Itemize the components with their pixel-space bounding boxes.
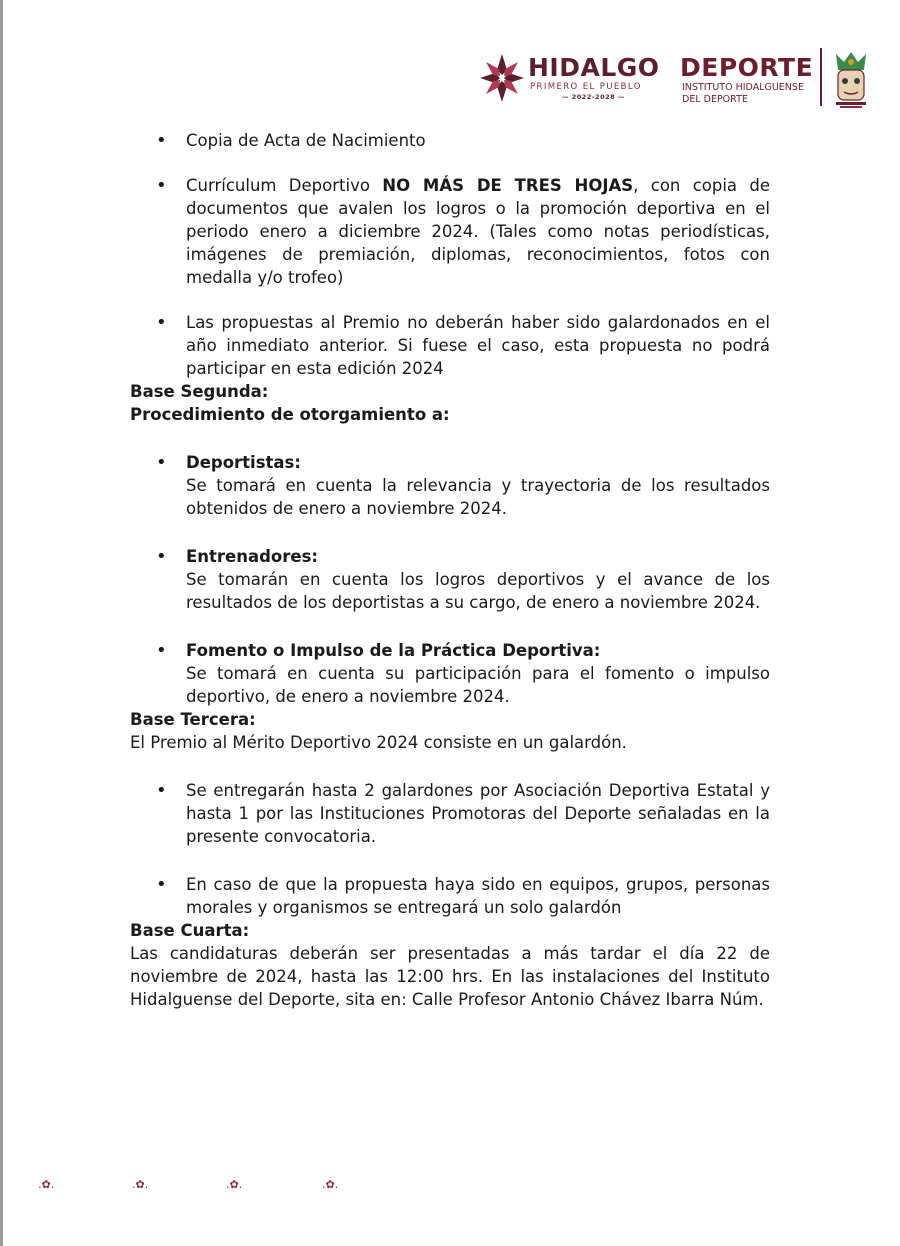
procedure-title: • Entrenadores: [186,547,319,566]
deporte-wordmark [680,54,813,106]
requirement-birth-certificate: Copia de Acta de Nacimiento [186,131,426,150]
requirement-previous-award: Las propuestas al Premio no deberán haber sido galardonados en el año inmediato anterior. Si fuese el caso, esta propuesta no podrá participar en esta edición 2024 [186,313,770,378]
hidalgo-star-logo-icon [480,50,524,106]
hidalgo-wordmark [528,54,660,102]
list-item [130,639,770,708]
footer-mark: .✿. [226,1178,243,1191]
letterhead [480,46,880,118]
deporte-sub-line1: INSTITUTO HIDALGUENSE [682,82,804,93]
list-item [130,779,770,848]
institute-mascot-seal-icon [830,48,872,110]
footer-mark: .✿. [322,1178,339,1191]
list-item [130,873,770,919]
award-rule: Se entregarán hasta 2 galardones por Asociación Deportiva Estatal y hasta 1 por las Instituciones Promotoras del Deporte señaladas en la presente convocatoria. [186,781,770,846]
hidalgo-slogan: PRIMERO EL PUEBLO [530,82,642,92]
deporte-name: DEPORTE [680,53,814,82]
award-list [130,779,770,919]
list-item [130,174,770,289]
list-item [130,129,770,152]
list-item [130,451,770,520]
requirements-list [130,129,770,380]
award-rule: En caso de que la propuesta haya sido en equipos, grupos, personas morales y organismos se entregará un solo galardón [186,875,770,917]
base-cuarta-text: Las candidaturas deberán ser presentadas a más tardar el día 22 de noviembre de 2024, hasta las 12:00 hrs. En las instalaciones del Instituto Hidalguense del Deporte, sita en: Calle Profesor Antonio Chávez Ibarra Núm. [130,944,770,1009]
procedure-text: Se tomarán en cuenta los logros deportivos y el avance de los resultados de los deportistas a su cargo, de enero a noviembre 2024. [186,570,770,612]
procedure-title: • Fomento o Impulso de la Práctica Deportiva: [186,641,601,660]
hidalgo-name: HIDALGO [528,53,660,82]
footer-mark: .✿. [38,1178,55,1191]
document-body [130,126,770,1011]
base-segunda-heading: Base Segunda: [130,382,269,401]
procedure-text: Se tomará en cuenta la relevancia y trayectoria de los resultados obtenidos de enero a noviembre 2024. [186,476,770,518]
requirement-cv-bold: NO MÁS DE TRES HOJAS [382,176,634,195]
requirement-cv-pre: Currículum Deportivo [186,176,383,195]
deporte-sub-line2: DEL DEPORTE [682,94,748,105]
list-item [130,545,770,614]
requirement-cv-post: , con copia de documentos que avalen los logros o la promoción deportiva en el periodo enero a diciembre 2024. (Tales como notas periodísticas, imágenes de premiación, diplomas, reconocimientos, fotos con medalla y/o trofeo) [186,176,770,287]
procedimiento-heading: Procedimiento de otorgamiento a: [130,405,450,424]
base-tercera-intro: El Premio al Mérito Deportivo 2024 consiste en un galardón. [130,733,627,752]
procedure-list [130,451,770,708]
base-cuarta-heading: Base Cuarta: [130,921,250,940]
hidalgo-years: — 2022-2028 — [562,93,625,101]
footer-decoration [38,1178,398,1198]
header-divider [820,48,822,106]
procedure-title: • Deportistas: [186,453,301,472]
footer-mark: .✿. [132,1178,149,1191]
page-edge [0,0,3,1246]
procedure-text: Se tomará en cuenta su participación para el fomento o impulso deportivo, de enero a noviembre 2024. [186,664,770,706]
list-item [130,311,770,380]
base-tercera-heading: Base Tercera: [130,710,256,729]
